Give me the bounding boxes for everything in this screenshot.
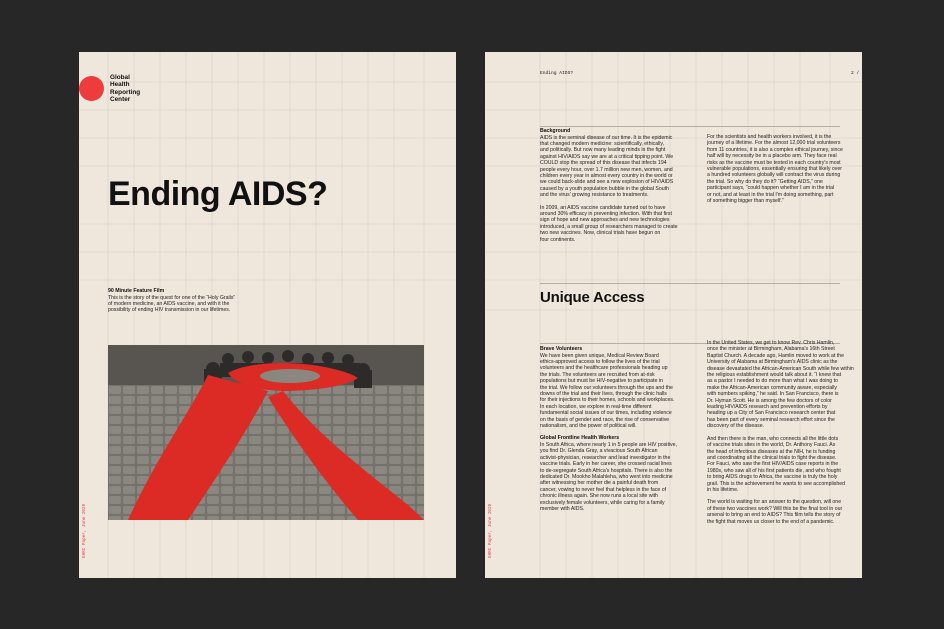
- running-header: Ending AIDS?: [540, 71, 574, 76]
- red-ribbon-photo-icon: [108, 345, 424, 520]
- background-right-text: For the scientists and health workers involved, it is the journey of a lifetime. For the almost 12,000 trial volunteers from 11 countries, it is also a complex ethical journey, since half will by necessity be in a placebo arm. They face real risks as the vaccine must be tested in each country's most vulnerable populations, essentially ensuring that likely over a hundred volunteers globally will contract the virus during the trial. So why do they do it? “Getting AIDS,” one participant says, “could happen whether I am in the trial or not, and at least in the trial I'm doing something, part of something bigger than myself.”: [707, 134, 843, 205]
- side-label: GHRC Paper, June 2020: [82, 503, 87, 558]
- divider: [540, 283, 840, 284]
- section-heading-frontline: Global Frontline Health Workers: [540, 435, 620, 442]
- page-number: 2 / 2: [851, 71, 865, 76]
- left-column: [540, 346, 700, 512]
- document-page-2: [485, 52, 865, 578]
- logo-wordmark: Global Health Reporting Center: [110, 74, 141, 104]
- logo-circle-icon: [79, 76, 104, 101]
- brave-text: We have been given unique, Medical Review Board ethics-approved access to follow the lives of the trial volunteers and the healthcare professionals heading up the trials. The volunteers are recruited from at-risk populations but must be HIV-negative to participate in the trial. We follow our volunteers through the ups and the downs of the trial and their lives, through the clinic halls for their injections to their homes, schools and workplaces. In each location, we explore in real-time different fundamental social issues of our times, including violence on the basis of gender and race, the rise of conservative nationalism, and the power of political will.: [540, 352, 675, 429]
- document-page-1: [79, 52, 456, 578]
- divider: [540, 126, 840, 127]
- right-column-text: In the United States, we get to know Rev. Chris Hamlin, once the minister at Birmingham, Alabama's 16th Street Baptist Church. A decade ago, Hamlin moved to work at the University of Alabama at Birmingham's AIDS clinic as the disease devastated the African-American South while few within the religious establishment would talk about it. “I knew that as a pastor I needed to do more than what I was doing to make the African-American community aware, especially with numbers spiking,” he said. In San Francisco, there is Dr. Hyman Scott. He is among the few doctors of color leading HIV/AIDS research and prevention efforts by heading up a City of San Francisco research center that has been part of every seminal research effort since the discovery of the disease. And then there is the man, who connects all the little dots of vaccine trials sites in the world, Dr. Anthony Fauci. As the head of infectious diseases at the NIH, he is funding and coordinating all the clinical trials to fight the disease. For Fauci, who saw the first HIV/AIDS case reports in the 1980s, who saw all of his first patients die, and who fought to bring AIDS drugs to Africa, the vaccine is truly the holy grail. This is the achievement he wants to see accomplished in his lifetime. The world is waiting for an answer to the question, will one of these two vaccines work? Will this be the final tool in our arsenal to bring an end to AIDS? This film tells the story of the fight that moves us closer to the end of a pandemic.: [707, 340, 854, 525]
- background-right-column: [707, 134, 857, 204]
- background-text: AIDS is the seminal disease of our time. It is the epidemic that changed modern medicine: scientifically, ethically, and politically. But now many leading minds in the fight against HIV/AIDS say we are at a critical tipping point. We COULD stop the spread of this disease that infects 194 people every hour, over 1.7 million new men, women, and children every year in almost every country in the world or we could back-slide and see a new explosion of HIV/AIDS caused by a youth population bubble in the global South and the virus' growing resistance to treatments. In 2009, an AIDS vaccine candidate turned out to have around 30% efficacy in preventing infection. With that first sign of hope and new approaches and new technologies introduced, a small group of researchers managed to create two new vaccines. Now, clinical trials have begun on four continents.: [540, 134, 678, 243]
- side-label: GHRC Paper, June 2020: [488, 503, 493, 558]
- intro-heading: 90 Minute Feature Film: [108, 288, 165, 294]
- background-section: [540, 128, 700, 249]
- right-column: [707, 340, 857, 531]
- intro-block: [108, 288, 408, 314]
- section-heading-background: Background: [540, 128, 571, 134]
- section-heading-brave: Brave Volunteers: [540, 346, 583, 352]
- section-title: Unique Access: [540, 289, 645, 306]
- intro-text: This is the story of the quest for one of the “Holy Grails” of modern medicine, an AIDS vaccine, and with it the possibility of ending HIV transmission in our lifetimes.: [108, 294, 236, 314]
- frontline-text: In South Africa, where nearly 1 in 5 people are HIV positive, you find Dr. Glenda Gray, a vivacious South African activist-physician, researcher and lead investigator in the vaccine trials. Early in her career, she crossed racial lines to de-segregate South Africa's hospitals. There is also the dedicated Dr. Mookho Malahleha, who went into medicine after witnessing her mother die a painful death from cancer, vowing to never feel that helpless in the face of chronic illness again. She now runs a local site with exclusively female volunteers, while caring for a family member with AIDS.: [540, 441, 677, 512]
- page-title: Ending AIDS?: [108, 175, 328, 213]
